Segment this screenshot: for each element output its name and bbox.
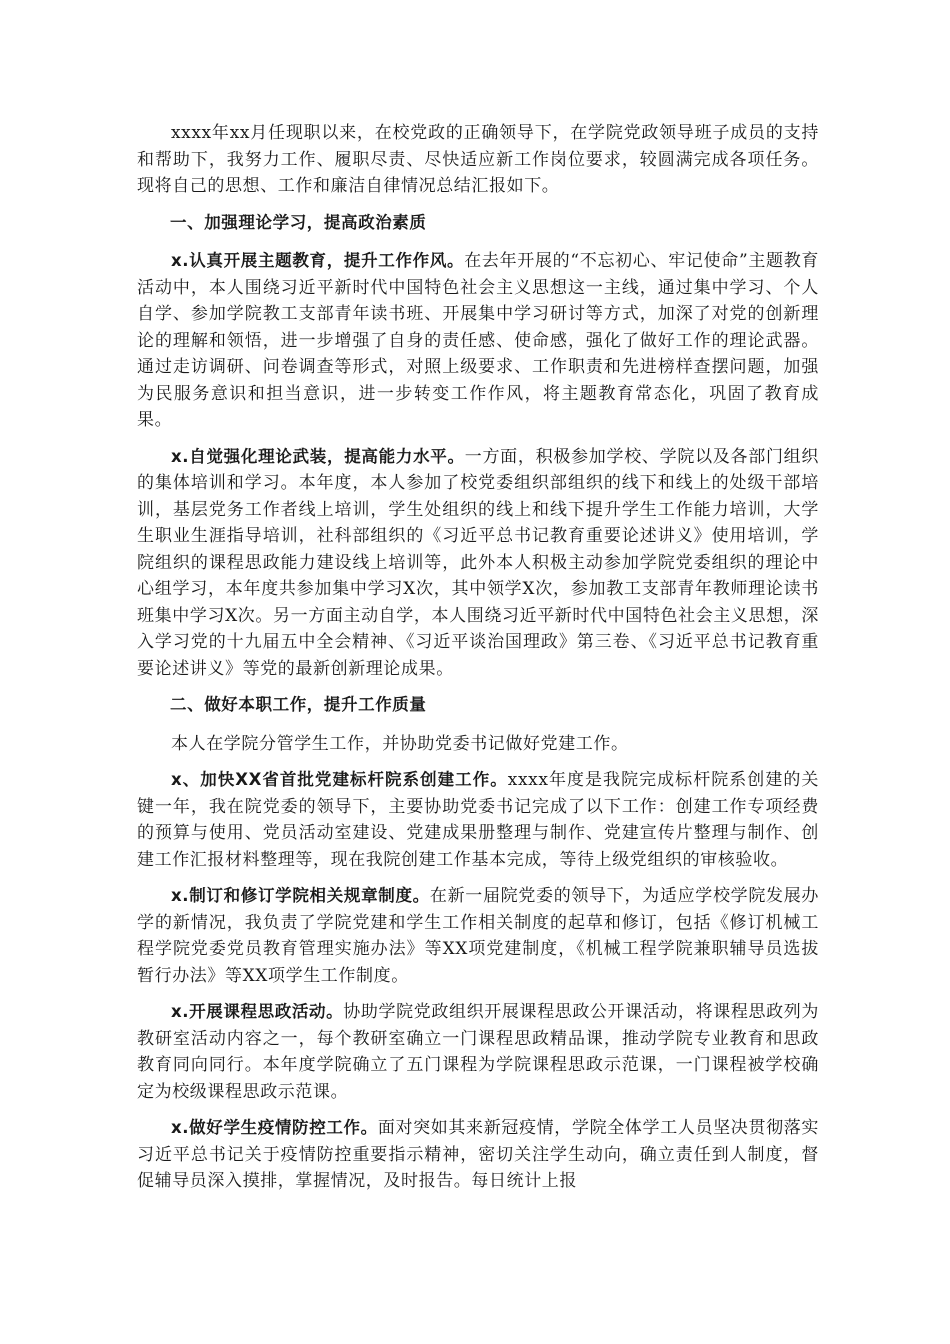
item-text: 协助学院党政组织开展课程思政公开课活动，将课程思政列为教研室活动内容之一，每个教研室确立一门课程思政精品课，推动学院专业教育和思政教育同向同行。本年度学院确立了五门课程为学院课程思政示范课，一门课程被学校确定为校级课程思政示范课。 [137,1002,819,1102]
item-lead: x.制订和修订学院相关规章制度。 [171,886,430,905]
section-2-item-4 [137,1115,819,1195]
item-lead: x.自觉强化理论武装，提高能力水平。 [171,446,465,466]
document-body [137,120,819,1205]
item-text: 在新一届院党委的领导下，为适应学校学院发展办学的新情况，我负责了学院党建和学生工作相关制度的起草和修订，包括《修订机械工程学院党委党员教育管理实施办法》等XX项党建制度，《机械工程学院兼职辅导员选拔暂行办法》等XX项学生工作制度。 [137,886,820,986]
section-2-item-2 [137,883,819,989]
item-lead: x.认真开展主题教育，提升工作作风。 [171,251,465,270]
item-text: 面对突如其来新冠疫情，学院全体学工人员坚决贯彻落实习近平总书记关于疫情防控重要指示精神，密切关注学生动向，确立责任到人制度，督促辅导员深入摸排，掌握情况，及时报告。每日统计上报 [137,1118,819,1191]
section-2-item-3 [137,999,819,1105]
section-2-intro: 本人在学院分管学生工作，并协助党委书记做好党建工作。 [171,733,629,754]
item-text: xxxx年度是我院完成标杆院系创建的关键一年，我在院党委的领导下，主要协助党委书记完成了以下工作：创建工作专项经费的预算与使用、党员活动室建设、党建成果册整理与制作、党建宣传片整理与制作、创建工作汇报材料整理等，现在我院创建工作基本完成，等待上级党组织的审核验收。 [137,770,819,870]
section-1-item-2 [137,444,819,683]
item-text: 一方面，积极参加学校、学院以及各部门组织的集体培训和学习。本年度，本人参加了校党委组织部组织的线下和线上的处级干部培训，基层党务工作者线上培训，学生处组织的线上和线下提升学生工作能力培训，大学生职业生涯指导培训，社科部组织的《习近平总书记教育重要论述讲义》使用培训，学院组织的课程思政能力建设线上培训等，此外本人积极主动参加学院党委组织的理论中心组学习，本年度共参加集中学习X次，其中领学X次，参加教工支部青年教师理论读书班集中学习X次。另一方面主动自学，本人围绕习近平新时代中国特色社会主义思想，深入学习党的十九届五中全会精神、《习近平谈治国理政》第三卷、《习近平总书记教育重要论述讲义》等党的最新创新理论成果。 [137,446,819,679]
item-text: 在去年开展的“不忘初心、牢记使命”主题教育活动中，本人围绕习近平新时代中国特色社会主义思想这一主线，通过集中学习、个人自学、参加学院教工支部青年读书班、开展集中学习研讨等方式，加深了对党的创新理论的理解和领悟，进一步增强了自身的责任感、使命感，强化了做好工作的理论武器。通过走访调研、问卷调查等形式，对照上级要求、工作职责和先进榜样查摆问题，加强为民服务意识和担当意识，进一步转变工作作风，将主题教育常态化，巩固了教育成果。 [137,251,819,430]
section-1-item-1 [137,248,819,434]
item-lead: x.开展课程思政活动。 [171,1002,344,1021]
item-lead: x.做好学生疫情防控工作。 [171,1118,378,1137]
section-1-heading: 一、加强理论学习，提高政治素质 [170,212,427,232]
section-2-item-1 [137,767,819,873]
item-lead: x、加快XX省首批党建标杆院系创建工作。 [171,770,508,789]
intro-paragraph: xxxx年xx月任现职以来，在校党政的正确领导下，在学院党政领导班子成员的支持和帮助下，我努力工作、履职尽责、尽快适应新工作岗位要求，较圆满完成各项任务。现将自己的思想、工作和廉洁自律情况总结汇报如下。 [137,123,819,196]
section-2-heading: 二、做好本职工作，提升工作质量 [170,695,427,714]
